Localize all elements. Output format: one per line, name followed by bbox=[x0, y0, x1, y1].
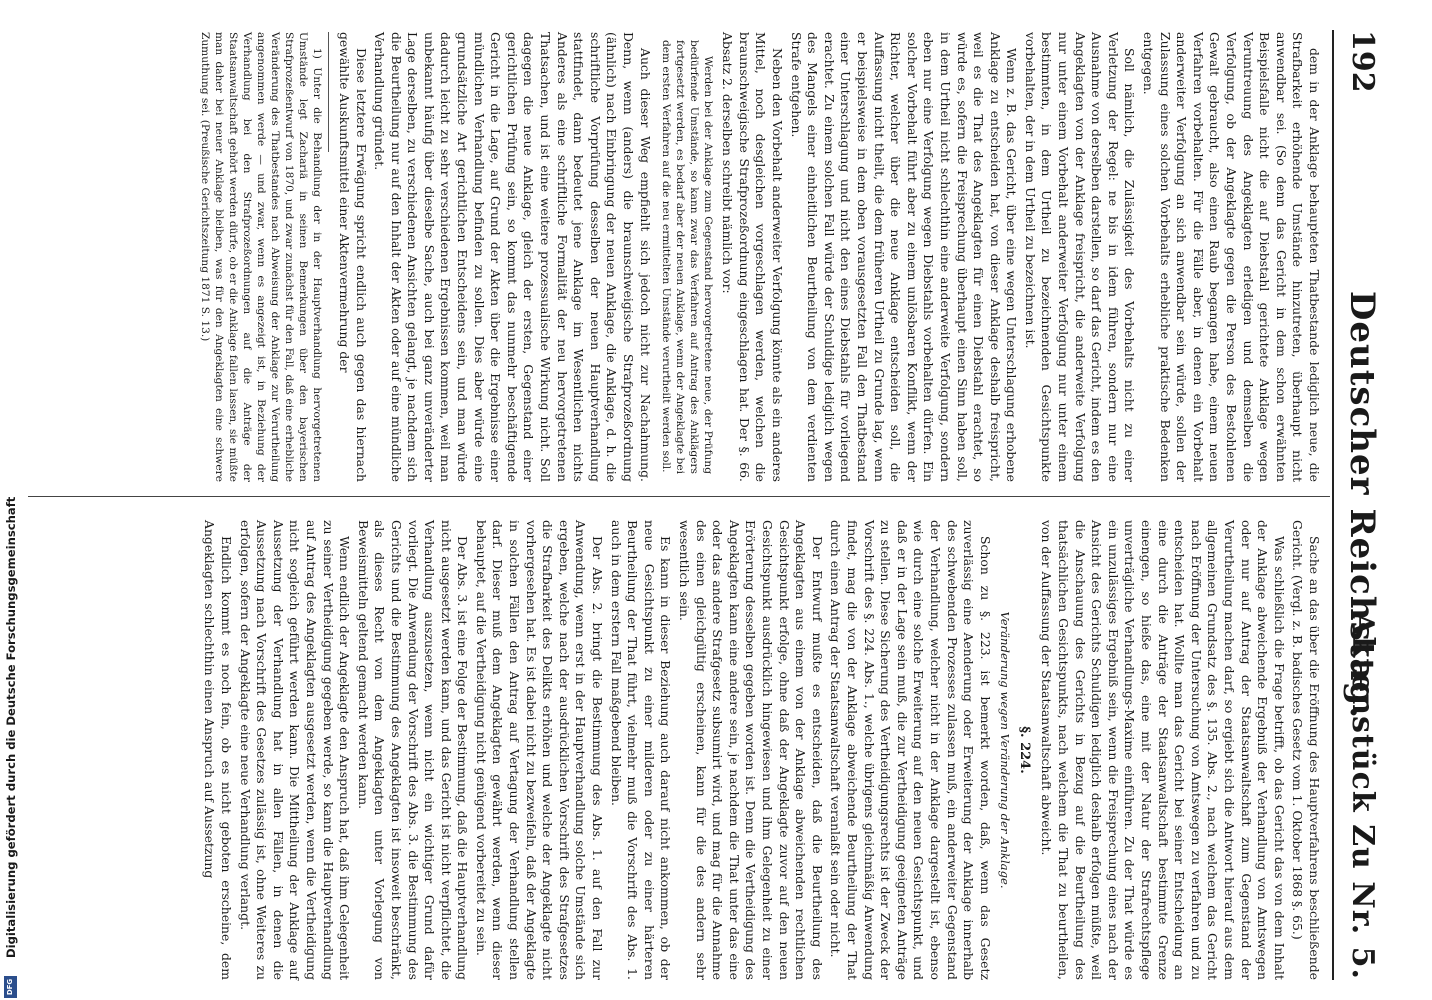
paragraph: Der Entwurf mußte es entscheiden, daß die Beurtheilung des Angeklagten aus einem von der Anklage abweichenden rechtlichen Gesichtspunkt erfolge, ohne daß der Angeklagte zuvor auf den neuen Gesichtspunkt ausdrücklich hingewiesen und ihm Gelegenheit zu einer Erörterung desselben gegeben worden ist. Denn die Vertheidigung des Angeklagten kann eine andere sein, je nachdem die That unter das eine oder das andere Strafgesetz subsumirt wird, und mag für die Annahme des einen gleichgültig erscheinen, kann für die des andern sehr wesentlich sein. bbox=[677, 520, 825, 980]
paragraph: Neben den Vorbehalt anderweiter Verfolgung könnte als ein anderes Mittel, noch desgleichen vorgeschlagen werden, welchen die braunschweigische Strafprozeßordnung eingeschlagen hat. Der §. 66. Absatz 2. derselben schreibt nämlich vor: bbox=[720, 32, 785, 482]
right-column bbox=[199, 520, 1322, 980]
credit-text: Digitalisierung gefördert durch die Deutsche Forschungsgemeinschaft bbox=[4, 496, 18, 958]
paragraph: Der Abs. 3. ist eine Folge der Bestimmung, daß die Hauptverhandlung nicht ausgesetzt werden kann, und das Gericht ist nicht verpflichtet, die Verhandlung auszusetzen, wenn nicht ein wichtiger Grund dafür vorliegt. Die Anwendung der Vorschrift des Abs. 3. die Bestimmung des Gerichts und die Bestimmung des Angeklagten ist insoweit beschränkt, als dieses Recht von dem Angeklagten unter Vorlegung von Beweismitteln geltend gemacht werden kann. bbox=[355, 520, 471, 980]
rotated-newspaper-page bbox=[4, 0, 1404, 1000]
paragraph: Auch dieser Weg empfiehlt sich jedoch nicht zur Nachahmung. Denn, wenn (anders) die braunschweigische Strafprozeßordnung (ähnlich) nach Einbringung der neuen Anklage, die Anklage, d. h. die schriftliche Vorprüfung desselben der neuen Hauptverhandlung stattfindet, dann bedeutet jene Anklage im Wesentlichen nichts Anderes als eine schriftliche Formalität der neu hervorgetretenen Thatsachen, und ist eine weitere prozessualische Wirkung nicht. Soll dagegen die neue Anklage, gleich der ersten, Gegenstand einer gerichtlichen Prüfung sein, so kommt das nunmehr beschäftigende Gericht in die Lage, auf Grund der Akten über die Ergebnisse einer mündlichen Verhandlung befinden zu sollen. Dies aber würde eine grundsätzliche Art gerichtlichen Entscheidens sein, und man würde dadurch leicht zu sehr verschiedenen Ergebnissen kommen, weil man unbekannt häufig über dieselbe Sache, auch bei ganz unveränderter Lage derselben, zu verschiedenen Ansichten gelangt, je nachdem sich die Beurtheilung nur auf den Inhalt der Akten oder auf eine mündliche Verhandlung gründet. bbox=[372, 32, 653, 482]
supplement-label: Aktenstück Zu Nr. 5. bbox=[1345, 612, 1380, 980]
footnote: 1) Unter die Behandlung der in der Hauptverhandlung hervorgetretenen Umstände legt Zachariä in seinen Bemerkungen über den bayerischen Strafprozeßentwurf von 1870, und zwar zunächst für den Fall, daß eine erhebliche Veränderung des Thatbestandes nach Abweisung der Anklage zur Verurtheilung angenommen werde — und zwar, wenn es angezeigt ist, in Beziehung der Verhandlung bei den Strafprozeßordnungen auf die Anträge der Staatsanwaltschaft gehört werden dürfe, ob er die Anklage fallen lassen, sie müßte man daher bei neuer Anklage bleiben, was für den Angeklagten eine schwere Zumuthung sei. (Preußische Gerichtszeitung 1871 S. 13.) bbox=[199, 32, 324, 482]
paragraph: Diese letztere Erwägung spricht endlich auch gegen das hiernach gewählte Auskunftsmittel einer Aktenvermehrung der bbox=[336, 32, 369, 482]
paragraph: Was schließlich die Frage betrifft, ob das Gericht das von dem Inhalt der Anklage abweichende Ergebniß der Verhandlung von Amtswegen oder nur auf Antrag der Staatsanwaltschaft zum Gegenstand der Verurtheilung machen darf, so ergiebt sich die Antwort hierauf aus dem allgemeinen Grundsatz des §. 135. Abs. 2., nach welchem das Gericht nach Eröffnung der Untersuchung von Amtswegen zu verfahren und zu entscheiden hat. Wollte man das Gericht bei seiner Entscheidung an eine durch die Anträge der Staatsanwaltschaft bestimmte Grenze einengen, so hieße das, eine mit der Natur der Strafrechtspflege unverträgliche Verhandlungs-Maxime einführen. Zu der That würde es ein unzulässiges Ergebniß sein, wenn die Freisprechung eines nach der Ansicht des Gerichts Schuldigen lediglich deshalb erfolgen müßte, weil die Anschauung des Gerichts in Bezug auf die Beurtheilung des thatsächlichen Gesichtspunkts, nach welchem die That zu beurtheilen, von der Auffassung der Staatsanwaltschaft abweicht. bbox=[1039, 520, 1287, 980]
page-number: 192 bbox=[1345, 30, 1380, 93]
paragraph: Schon zu §. 223. ist bemerkt worden, daß, wenn das Gesetz zuverlässig eine Aenderung oder Erweiterung der Anklage innerhalb des schwebenden Prozesses zulassen muß, ein anderweiter Gegenstand der Verhandlung, welcher nicht in der Anklage dargestellt ist, ebenso wie durch eine solche Erweiterung auf den neuen Gesichtspunkt, und daß er in der Lage sein muß, die zur Vertheidigung geeigneten Anträge zu stellen. Diese Sicherung des Vertheidigungsrechts ist der Zweck der Vorschrift des §. 224. Abs. 1., welche übrigens gleichmäßig Anwendung findet, mag die von der Anklage abweichende Beurtheilung der That durch einen Antrag der Staatsanwaltschaft veranlaßt sein oder nicht. bbox=[828, 520, 993, 980]
paragraph: Der Abs. 2. bringt die Bestimmung des Abs. 1. auf den Fall zur Anwendung, wenn erst in der Hauptverhandlung solche Umstände sich ergeben, welche nach der ausdrücklichen Vorschrift des Strafgesetzes die Strafbarkeit des Delikts erhöhen und welche der Angeklagte nicht vorhergesehen hat. Es ist dabei nicht zu bezweifeln, daß der Angeklagte in solchen Fällen den Antrag auf Vertagung der Verhandlung stellen darf. Dieser muß dem Angeklagten gewährt werden, wenn dieser behauptet, auf die Vertheidigung nicht genügend vorbereitet zu sein. bbox=[473, 520, 606, 980]
left-column bbox=[196, 32, 1322, 482]
paragraph: Sache an das über die Eröffnung des Hauptverfahrens beschließende Gericht. (Vergl. z. B. badisches Gesetz vom 1. Oktober 1868 §. 65.) bbox=[1290, 520, 1322, 980]
section-number: §. 224. bbox=[1016, 726, 1032, 774]
paragraph: Endlich kommt es noch fein, ob es nicht geboten erscheine, dem Angeklagten schlechthin einen Anspruch auf Aussetzung bbox=[202, 520, 234, 980]
footnote-rule bbox=[328, 32, 329, 152]
newspaper-title: Deutscher Reichstag. bbox=[1342, 290, 1382, 720]
dfg-logo bbox=[4, 976, 17, 998]
paragraph: Wenn z. B. das Gericht, über eine wegen Unterschlagung erhobene Anklage zu entscheiden hat, von dieser Anklage deshalb freispricht, weil es die That des Angeklagten für einen Diebstahl erachtet, so würde es, sofern die Freisprechung überhaupt einen Sinn haben soll, in dem Urtheil nicht schlechthin eine anderweite Verfolgung, sondern eben nur eine Verfolgung wegen Diebstahls vorbehalten dürfen. Ein solcher Vorbehalt führt aber zu einem unlösbaren Konflikt, wenn der Richter, welcher über die neue Anklage entscheiden soll, die Auffassung nicht theilt, die dem früheren Urtheil zu Grunde lag, wenn er beispielsweise in dem oben vorausgesetzten Fall den Thatbestand einer Unterschlagung und nicht den eines Diebstahls für vorliegend erachtet. Zu einem solchen Fall würde der Schuldige lediglich wegen des Mangels einer einheitlichen Beurtheilung von dem verdienten Strafe entgehen. bbox=[788, 32, 1020, 482]
paragraph: Soll nämlich, die Zulässigkeit des Vorbehalts nicht zu einer Verletzung der Regel: ne bis in idem führen, sondern nur eine Ausnahme von derselben darstellen, so darf das Gericht, indem es den Angeklagten von der Anklage freispricht, die anderweite Verfolgung nur unter einem Vorbehalt anderweiter Verfolgung nur unter einem bestimmten, in dem Urtheil zu bezeichnenden Gesichtspunkte vorbehalten, der in dem Urtheil zu bezeichnen ist. bbox=[1022, 32, 1138, 482]
digitization-credit bbox=[4, 0, 18, 1000]
section-subtitle: Veränderung wegen Veränderung der Anklage. bbox=[998, 611, 1013, 889]
quoted-statute: Werden bei der Anklage zum Gegenstand hervorgetretene neue, der Prüfung bedürfende Umstände, so kann zwar das Verfahren auf Antrag des Anklägers fortgesetzt werden, es bedarf aber der neuen Anklage, wenn der Angeklagte bei dem ersten Verfahren auf die neu ermittelten Umstände verurtheilt werden soll. bbox=[659, 40, 714, 474]
page-header bbox=[1338, 30, 1386, 980]
header-rule bbox=[1332, 30, 1334, 980]
paragraph: Es kann in dieser Beziehung auch darauf nicht ankommen, ob der neue Gesichtspunkt zu einer milderen oder zu einer härteren Beurtheilung der That führt, vielmehr muß die Vorschrift des Abs. 1. auch in dem erstern Fall maßgebend bleiben. bbox=[608, 520, 674, 980]
paragraph: dem in der Anklage behaupteten Thatbestande lediglich neue, die Strafbarkeit erhöhende Umstände hinzutreten, überhaupt nicht anwendbar sei. (So denn das Gericht in dem schon erwähnten Beispielsfalle nicht die auf Diebstahl gerichtete Anklage wegen Veruntreuung des Angeklagten erledigen und demselben die Verfolgung, ob der Angeklagte gegen die Person des Bestohlenen Gewalt gebraucht, also einen Raub begangen habe, einem neuen Verfahren vorbehalten. Für die Fälle aber, in denen ein Vorbehalt anderweiter Verfolgung an sich anwendbar sein würde, sollen der Zulassung eines solchen Vorbehalts erhebliche praktische Bedenken entgegen. bbox=[1141, 32, 1322, 482]
column-divider bbox=[28, 496, 1330, 497]
logo-label: DFG bbox=[6, 978, 15, 996]
paragraph: Wenn endlich der Angeklagte den Anspruch hat, daß ihm Gelegenheit zu seiner Vertheidigung gegeben werde, so kann die Hauptverhandlung auf Antrag des Angeklagten ausgesetzt werden, wenn die Vertheidigung nicht sogleich geführt werden kann. Die Mittheilung der Anklage auf Aussetzung der Verhandlung hat in allen Fällen, in denen die Aussetzung nach Vorschrift des Gesetzes zulässig ist, ohne Weiteres zu erfolgen, sofern der Angeklagte eine neue Verhandlung verlangt. bbox=[237, 520, 353, 980]
